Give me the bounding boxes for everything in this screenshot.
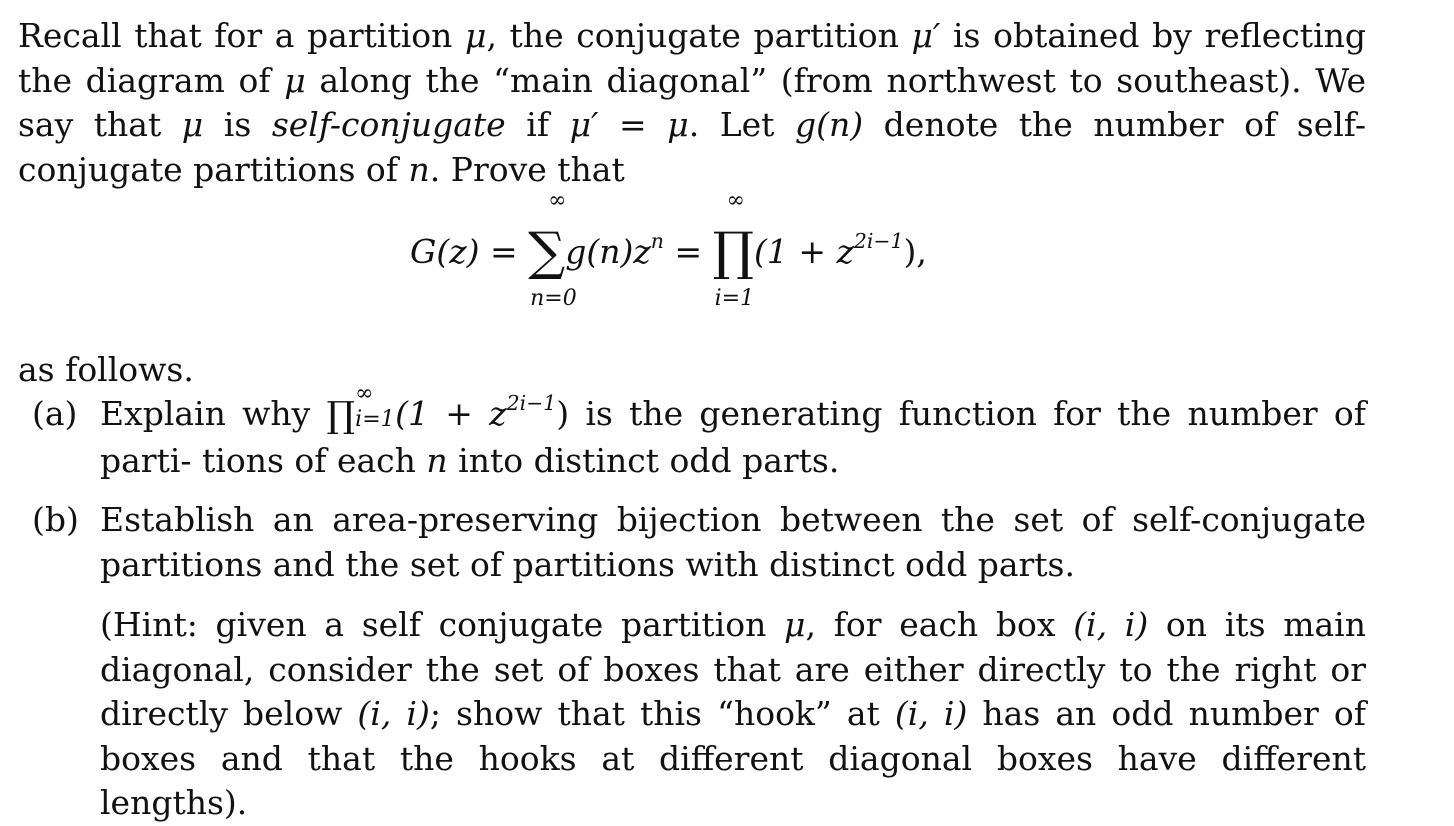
product-term: (1 + z [753,232,854,271]
hint-text-4: ; show that this “hook” at [429,694,895,733]
math-mu: μ [465,16,487,55]
hint-text-2: , for each box [805,605,1074,644]
intro-text-8: denote the number of self-conjugate partitions of [18,105,1366,189]
problem-page [18,14,1367,822]
hint-math-ii: (i, i) [357,694,430,733]
part-a [18,381,1367,483]
intro-text-5: is [203,105,272,144]
product-term-close: ), [903,232,927,271]
part-b-hint [100,603,1366,826]
intro-text-7: . Let [688,105,795,144]
hint-text-3: on its main diagonal, consider the set of boxes that are either directly to the right or directly below [100,605,1366,733]
inline-product-exponent: 2i−1 [506,390,557,415]
display-equation [18,188,1366,348]
part-a-text-3: into distinct odd parts. [447,440,840,480]
sum-upper-limit: ∞ [548,188,567,213]
math-mu: μ [181,105,204,144]
hint-math-ii: (i, i) [1073,605,1149,644]
hint-math-ii: (i, i) [894,694,968,733]
part-b-text: Establish an area-preserving bijection between the set of self-conjugate partitions and the set of partitions with distinct odd parts. [100,500,1366,584]
math-mu-prime-equals-mu: μ′ = μ [569,105,689,144]
product-lower-limit: i=1 [714,286,755,311]
part-a-label: (a) [32,394,78,433]
sum-symbol: ∑ [528,222,566,282]
product-term-exponent: 2i−1 [853,228,904,253]
part-b [18,498,1366,826]
math-g-of-n: g(n) [795,105,864,144]
equation-lhs: G(z) = [410,232,529,271]
part-b-label: (b) [32,500,79,539]
inline-product-symbol: ∏ [326,395,356,436]
part-a-text [100,381,1367,483]
intro-text-1: Recall that for a partition [18,16,465,55]
inline-product-lower: i=1 [355,407,395,432]
sum-lower-limit: n=0 [530,286,577,311]
math-mu: μ [284,60,306,100]
hint-math-mu: μ [784,605,806,644]
math-mu-prime: μ′ [911,16,941,55]
hint-text-1: (Hint: given a self conjugate partition [100,605,785,644]
math-n: n [426,440,448,480]
sum-term: g(n)z [565,232,651,271]
math-n: n [408,149,430,189]
part-a-text-2: is the generating function for the number of parti- tions of each [100,394,1367,480]
inline-product-close: ) [556,394,570,433]
as-follows-text: as follows. [18,350,194,389]
sum-operator [528,188,577,311]
intro-text-9: . Prove that [429,149,625,189]
product-operator [712,188,755,311]
equals-sign: = [663,232,713,271]
sum-term-exponent: n [650,228,664,253]
intro-text-4: along the “main diagonal” (from northwest to southeast). We say that [18,60,1366,144]
intro-paragraph [18,14,1366,192]
self-conjugate-term: self-conjugate [271,105,506,144]
intro-text-3: is obtained by reflecting the diagram of [18,16,1366,100]
intro-text-6: if [505,105,570,144]
inline-product-upper: ∞ [355,381,374,406]
inline-product-limits [355,381,395,432]
hint-text-5: has an odd number of boxes and that the hooks at different diagonal boxes have different lengths). [100,694,1366,822]
inline-product-term: (1 + z [395,394,507,433]
equation-row [410,188,927,311]
product-upper-limit: ∞ [726,188,745,213]
product-symbol: ∏ [712,222,754,282]
part-a-text-1: Explain why [100,394,327,433]
intro-text-2: , the conjugate partition [486,16,912,55]
